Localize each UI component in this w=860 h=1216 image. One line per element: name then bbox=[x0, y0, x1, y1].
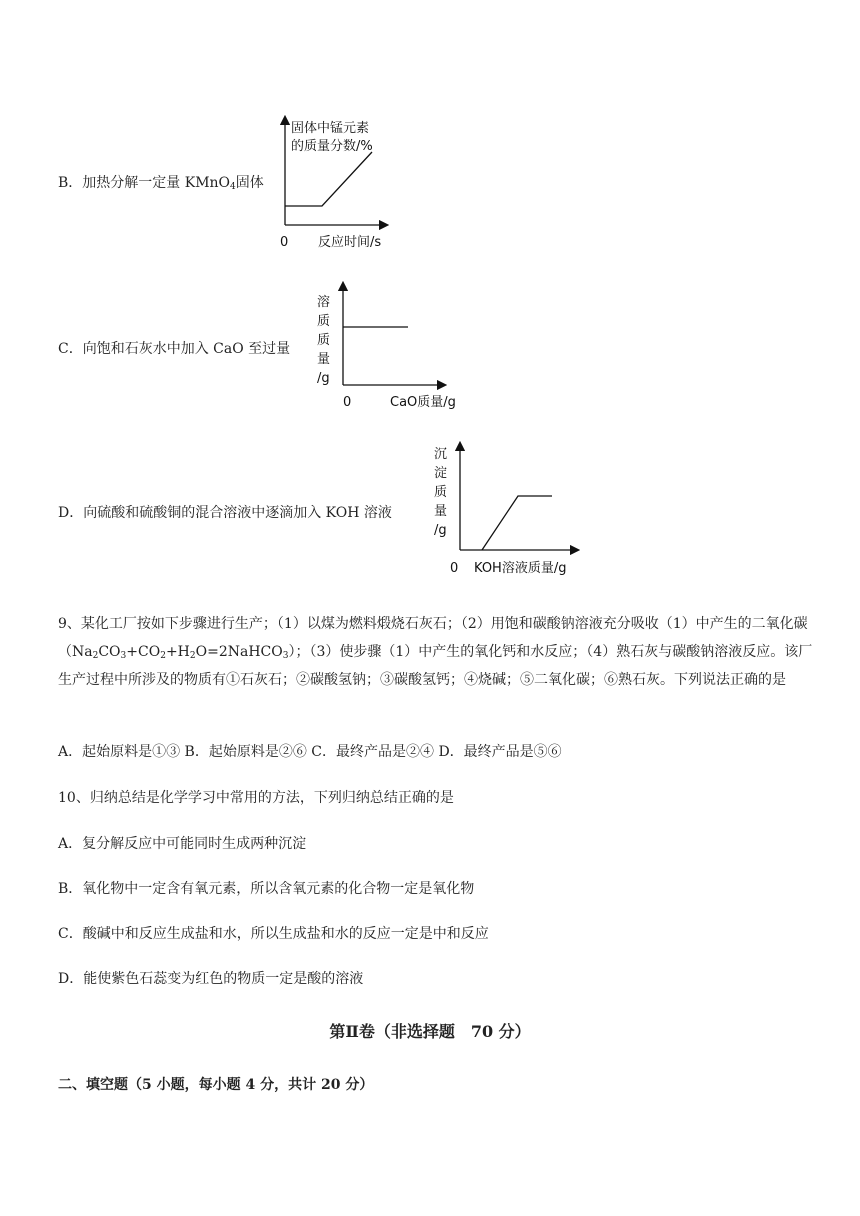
y-axis-label-1: 固体中锰元素 bbox=[291, 121, 370, 136]
y-axis-char-5: /g bbox=[317, 371, 330, 386]
y-axis-char-1: 溶 bbox=[317, 295, 331, 310]
option-8b: B．加热分解一定量 KMnO$_4$固体 bbox=[58, 175, 264, 192]
data-line bbox=[482, 496, 552, 550]
sub-heading: 二、填空题（5 小题，每小题 4 分，共计 20 分） bbox=[58, 1077, 374, 1093]
y-axis-char-2: 质 bbox=[317, 314, 331, 329]
y-axis-char-1: 沉 bbox=[434, 447, 448, 462]
x-axis-label: 反应时间/s bbox=[318, 235, 382, 250]
graph-c bbox=[310, 282, 470, 417]
origin-label: 0 bbox=[280, 235, 289, 250]
y-axis-char-5: /g bbox=[434, 523, 447, 538]
y-axis-char-4: 量 bbox=[317, 352, 331, 367]
section-title: 第Ⅱ卷（非选择题 70 分） bbox=[329, 1022, 531, 1041]
question-10-option-c: C．酸碱中和反应生成盐和水，所以生成盐和水的反应一定是中和反应 bbox=[58, 926, 489, 942]
y-axis-char-3: 质 bbox=[434, 485, 448, 500]
x-axis-label: CaO质量/g bbox=[390, 395, 456, 410]
data-line bbox=[285, 152, 372, 206]
question-9-stem: 9、某化工厂按如下步骤进行生产；（1）以煤为燃料煅烧石灰石；（2）用饱和碳酸钠溶液充分吸收（1）中产生的二氧化碳$(Na_2CO_3+CO_2+H_2O=2NaHCO_3)$；（3）使步骤（1）中产生的氧化钙和水反应；（4）熟石灰与碳酸钠溶液反应。该厂生产过程中所涉及的物质有①石灰石；②碳酸氢钠；③碳酸氢钙；④烧碱；⑤二氧化碳；⑥熟石灰。下列说法正确的是 bbox=[58, 616, 813, 688]
question-10-option-b: B．氧化物中一定含有氧元素，所以含氧元素的化合物一定是氧化物 bbox=[58, 881, 475, 897]
question-10-option-d: D．能使紫色石蕊变为红色的物质一定是酸的溶液 bbox=[58, 971, 364, 987]
graph-d bbox=[430, 440, 590, 580]
option-8d: D．向硫酸和硫酸铜的混合溶液中逐滴加入 KOH 溶液 bbox=[58, 505, 392, 521]
y-axis-char-2: 淀 bbox=[434, 466, 448, 481]
question-9-options: A．起始原料是①③ B．起始原料是②⑥ C．最终产品是②④ D．最终产品是⑤⑥ bbox=[58, 744, 562, 760]
graph-b bbox=[272, 112, 402, 252]
question-10-stem: 10、归纳总结是化学学习中常用的方法，下列归纳总结正确的是 bbox=[58, 790, 454, 806]
question-9 bbox=[58, 610, 818, 694]
origin-label: 0 bbox=[343, 395, 352, 410]
option-8c: C．向饱和石灰水中加入 CaO 至过量 bbox=[58, 341, 291, 357]
y-axis-label-2: 的质量分数/% bbox=[291, 139, 373, 154]
y-axis-char-4: 量 bbox=[434, 504, 448, 519]
y-axis-char-3: 质 bbox=[317, 333, 331, 348]
question-10-option-a: A．复分解反应中可能同时生成两种沉淀 bbox=[58, 836, 307, 852]
origin-label: 0 bbox=[450, 561, 459, 576]
x-axis-label: KOH溶液质量/g bbox=[474, 561, 567, 576]
